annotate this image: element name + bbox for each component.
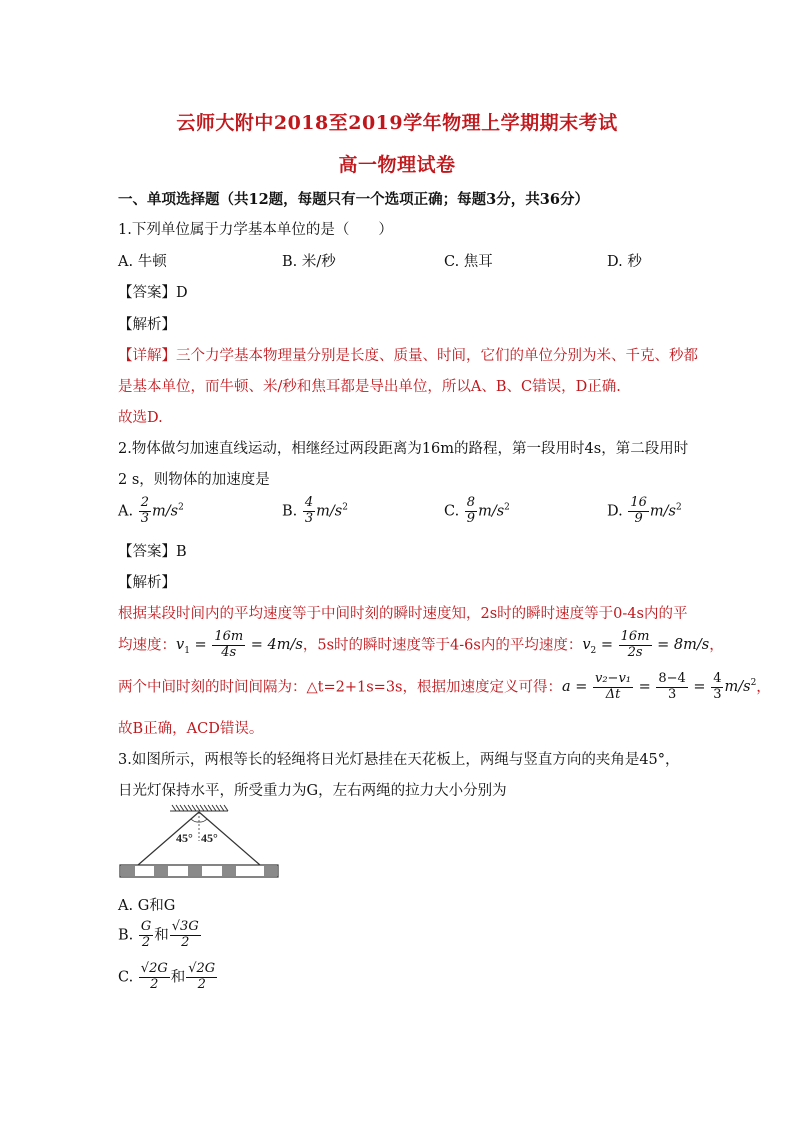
- exam-title: 云师大附中2018至2019学年物理上学期期末考试: [176, 112, 618, 134]
- q2-option-c: C. $\frac{8}{9}$ $m/s^2$: [444, 495, 510, 526]
- q1-stem: 1.下列单位属于力学基本单位的是（ ）: [118, 222, 393, 238]
- q3-stem-line2: 日光灯保持水平，所受重力为G，左右两绳的拉力大小分别为: [118, 783, 507, 799]
- angle-label-right: 45°: [201, 831, 218, 845]
- q1-answer: 【答案】D: [118, 285, 188, 301]
- fraction: $\frac{4}{3}$: [304, 495, 314, 526]
- fraction: $\frac{8}{9}$: [466, 495, 476, 526]
- exam-subtitle: 高一物理试卷: [338, 154, 456, 176]
- q1-option-d: D. 秒: [607, 254, 642, 270]
- ceiling: [170, 805, 228, 811]
- option-label: D.: [607, 503, 623, 520]
- section-heading: 一、单项选择题（共12题，每题只有一个选项正确；每题3分，共36分）: [118, 191, 589, 208]
- lamp-diagram: [118, 803, 283, 885]
- q2-analysis-line4: 故B正确，ACD错误。: [118, 721, 264, 737]
- angle-label-left: 45°: [176, 831, 193, 845]
- q2-option-b: B. $\frac{4}{3}$ $m/s^2$: [282, 495, 348, 526]
- q2-analysis-line3: 两个中间时刻的时间间隔为：△t=2+1s=3s，根据加速度定义可得：a = $\frac{\text{v₂−v₁}}{\Delta t}$ = $\frac{8-4}{3}$ = $\frac{4}{3}$ $m/s^2$，: [118, 671, 771, 702]
- q3-option-a: A. G和G: [118, 898, 176, 914]
- q1-analysis-label: 【解析】: [118, 317, 176, 333]
- q2-analysis-label: 【解析】: [118, 575, 176, 591]
- q2-option-d: D. $\frac{16}{9}$ $m/s^2$: [607, 495, 682, 526]
- q2-analysis-line2: 均速度：$v_1$ = $\frac{16m}{4s}$ = 4m/s，5s时的瞬时速度等于4-6s内的平均速度：$v_2$ = $\frac{16m}{2s}$ = 8m/s，: [118, 629, 724, 660]
- option-label: B.: [282, 503, 298, 520]
- q3-option-c: C. $\frac{√2G}{2}$ 和 $\frac{√2G}{2}$: [118, 961, 216, 992]
- fluorescent-lamp: [120, 865, 278, 877]
- q1-option-b: B. 米/秒: [282, 254, 336, 270]
- q1-conclusion: 故选D.: [118, 410, 163, 426]
- q2-stem-line2: 2 s，则物体的加速度是: [118, 472, 270, 488]
- fraction: $\frac{2}{3}$: [140, 495, 149, 526]
- q1-option-a: A. 牛顿: [118, 254, 167, 270]
- q1-detail-line2: 是基本单位，而牛顿、米/秒和焦耳都是导出单位，所以A、B、C错误，D正确.: [118, 379, 621, 395]
- q3-stem-line1: 3.如图所示，两根等长的轻绳将日光灯悬挂在天花板上，两绳与竖直方向的夹角是45°，: [118, 752, 680, 768]
- q2-analysis-line1: 根据某段时间内的平均速度等于中间时刻的瞬时速度知，2s时的瞬时速度等于0-4s内的平: [118, 606, 688, 622]
- q1-option-c: C. 焦耳: [444, 254, 493, 270]
- q2-stem-line1: 2.物体做匀加速直线运动，相继经过两段距离为16m的路程，第一段用时4s，第二段用时: [118, 441, 689, 457]
- q2-answer: 【答案】B: [118, 544, 187, 560]
- q1-detail-line1: 【详解】三个力学基本物理量分别是长度、质量、时间，它们的单位分别为米、千克、秒都: [118, 348, 698, 364]
- option-label: C.: [444, 503, 460, 520]
- fraction: $\frac{16}{9}$: [630, 495, 647, 526]
- q3-figure: [118, 803, 283, 889]
- q2-option-a: A. $\frac{2}{3}$ $m/s^2$: [118, 495, 184, 526]
- option-label: A.: [118, 503, 134, 520]
- q3-option-b: B. $\frac{G}{2}$ 和 $\frac{√3G}{2}$: [118, 919, 199, 950]
